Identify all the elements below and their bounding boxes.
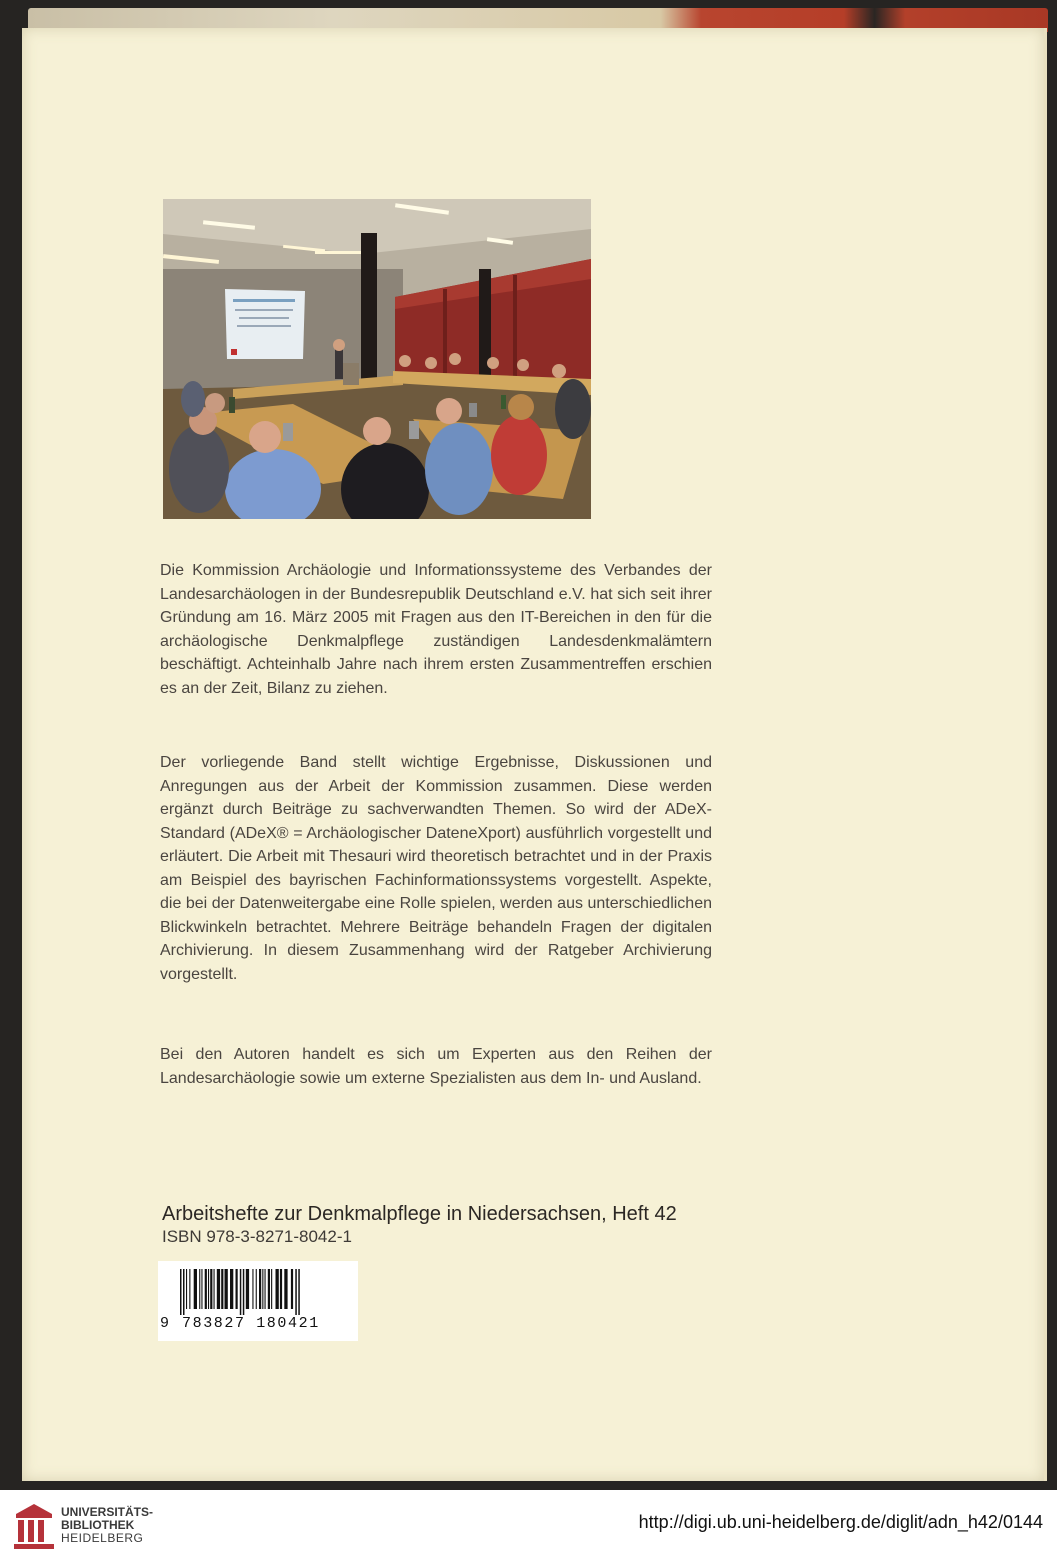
barcode-lead-digit: 9 xyxy=(160,1315,170,1332)
description-paragraph-1: Die Kommission Archäologie und Informationssysteme des Verbandes der Landesarchäologen in der Bundesrepublik Deutschland e.V. hat sich seit ihrer Gründung am 16. März 2005 mit Fragen aus den IT-Bereichen in den für die archäologische Denkmalpflege zuständigen Landesdenkmalämtern beschäftigt. Achteinhalb Jahre nach ihrem ersten Zusammentreffen erschien es an der Zeit, Bilanz zu ziehen. xyxy=(160,562,712,697)
source-url-link[interactable]: http://digi.ub.uni-heidelberg.de/diglit/adn_h42/0144 xyxy=(638,1512,1043,1532)
description-paragraph-3: Bei den Autoren handelt es sich um Experten aus den Reihen der Landesarchäologie sowie um externe Spezialisten aus dem In- und Ausland. xyxy=(160,1046,712,1087)
library-name-line-1: UNIVERSITÄTS- xyxy=(61,1505,154,1519)
barcode-bars xyxy=(180,1269,350,1315)
footer-bar xyxy=(0,1490,1057,1564)
conference-photo xyxy=(163,199,591,519)
library-name-line-2: BIBLIOTHEK xyxy=(61,1518,135,1532)
book-back-cover xyxy=(22,28,1047,1481)
isbn-barcode xyxy=(158,1261,358,1341)
university-library-logo-icon xyxy=(12,1502,56,1552)
isbn: ISBN 978-3-8271-8042-1 xyxy=(162,1227,352,1246)
library-name xyxy=(61,1506,153,1545)
library-name-line-3: HEIDELBERG xyxy=(61,1531,144,1545)
description-paragraph-2: Der vorliegende Band stellt wichtige Ergebnisse, Diskussionen und Anregungen aus der Arbeit der Kommission zusammen. Diese werden ergänzt durch Beiträge zu sachverwandten Themen. So wird der ADeX-Standard (ADeX® = Archäologischer DateneXport) ausführlich vorgestellt und erläutert. Die Arbeit mit Thesauri wird theoretisch betrachtet und in der Praxis am Beispiel des bayrischen Fachinformationssystems vorgestellt. Aspekte, die bei der Datenweitergabe eine Rolle spielen, werden aus unterschiedlichen Blickwinkeln betrachtet. Mehrere Beiträge behandeln Fragen der digitalen Archivierung. In diesem Zusammenhang wird der Ratgeber Archivierung vorgestellt. xyxy=(160,754,712,983)
series-title: Arbeitshefte zur Denkmalpflege in Niedersachsen, Heft 42 xyxy=(162,1203,677,1225)
barcode-digits: 783827 180421 xyxy=(182,1315,320,1332)
